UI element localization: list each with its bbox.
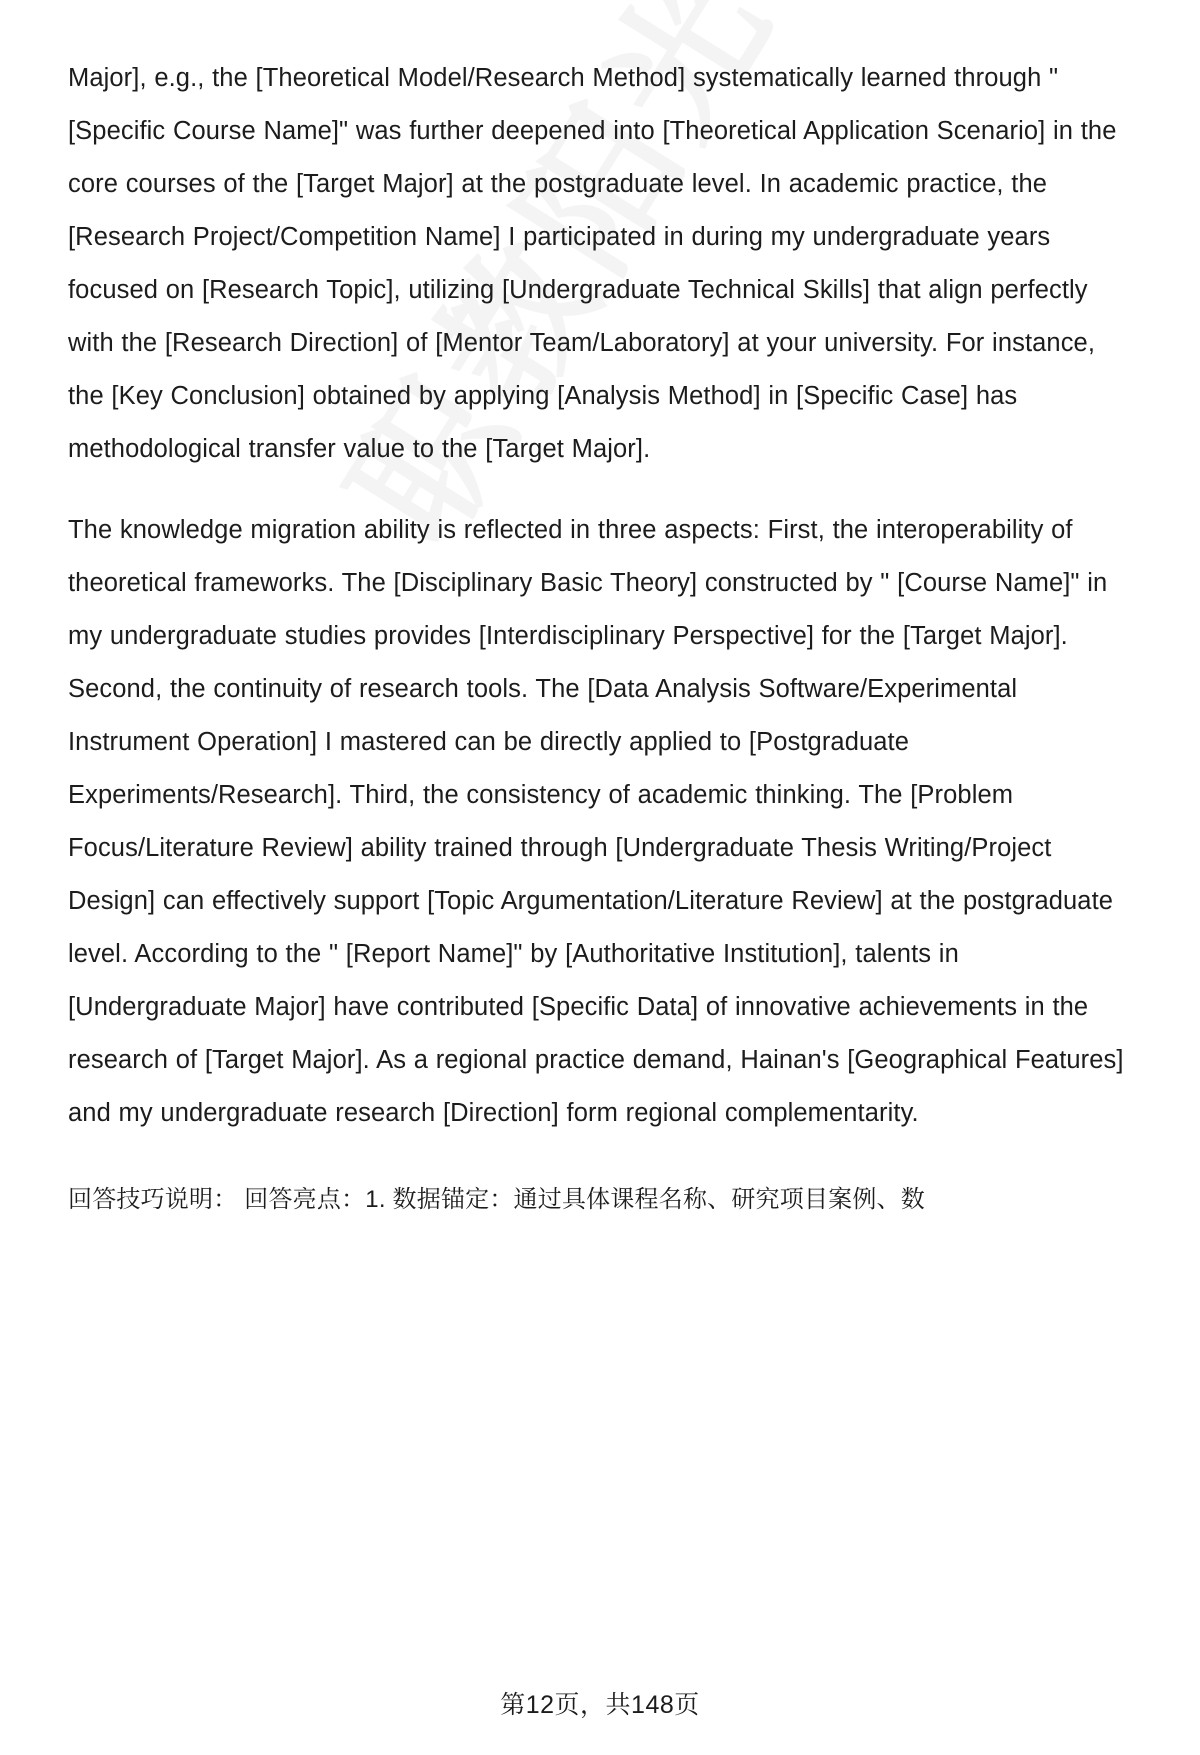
page-footer: 第12页，共148页 bbox=[500, 1691, 700, 1719]
document-body bbox=[68, 52, 1132, 1224]
answer-tips-note: 回答技巧说明： 回答亮点：1. 数据锚定：通过具体课程名称、研究项目案例、数 bbox=[68, 1186, 925, 1213]
paragraph: Major], e.g., the [Theoretical Model/Research Method] systematically learned through " [Specific Course Name]" was further deepened into [Theoretical Application Scenario] in the core courses of the [Target Major] at the postgraduate level. In academic practice, the [Research Project/Competition Name] I participated in during my undergraduate years focused on [Research Topic], utilizing [Undergraduate Technical Skills] that align perfectly with the [Research Direction] of [Mentor Team/Laboratory] at your university. For instance, the [Key Conclusion] obtained by applying [Analysis Method] in [Specific Case] has methodological transfer value to the [Target Major]. bbox=[68, 64, 1117, 463]
paragraph: The knowledge migration ability is reflected in three aspects: First, the interoperability of theoretical frameworks. The [Disciplinary Basic Theory] constructed by " [Course Name]" in my undergraduate studies provides [Interdisciplinary Perspective] for the [Target Major]. Second, the continuity of research tools. The [Data Analysis Software/Experimental Instrument Operation] I mastered can be directly applied to [Postgraduate Experiments/Research]. Third, the consistency of academic thinking. The [Problem Focus/Literature Review] ability trained through [Undergraduate Thesis Writing/Project Design] can effectively support [Topic Argumentation/Literature Review] at the postgraduate level. According to the " [Report Name]" by [Authoritative Institution], talents in [Undergraduate Major] have contributed [Specific Data] of innovative achievements in the research of [Target Major]. As a regional practice demand, Hainan's [Geographical Features] and my undergraduate research [Direction] form regional complementarity. bbox=[68, 516, 1124, 1127]
